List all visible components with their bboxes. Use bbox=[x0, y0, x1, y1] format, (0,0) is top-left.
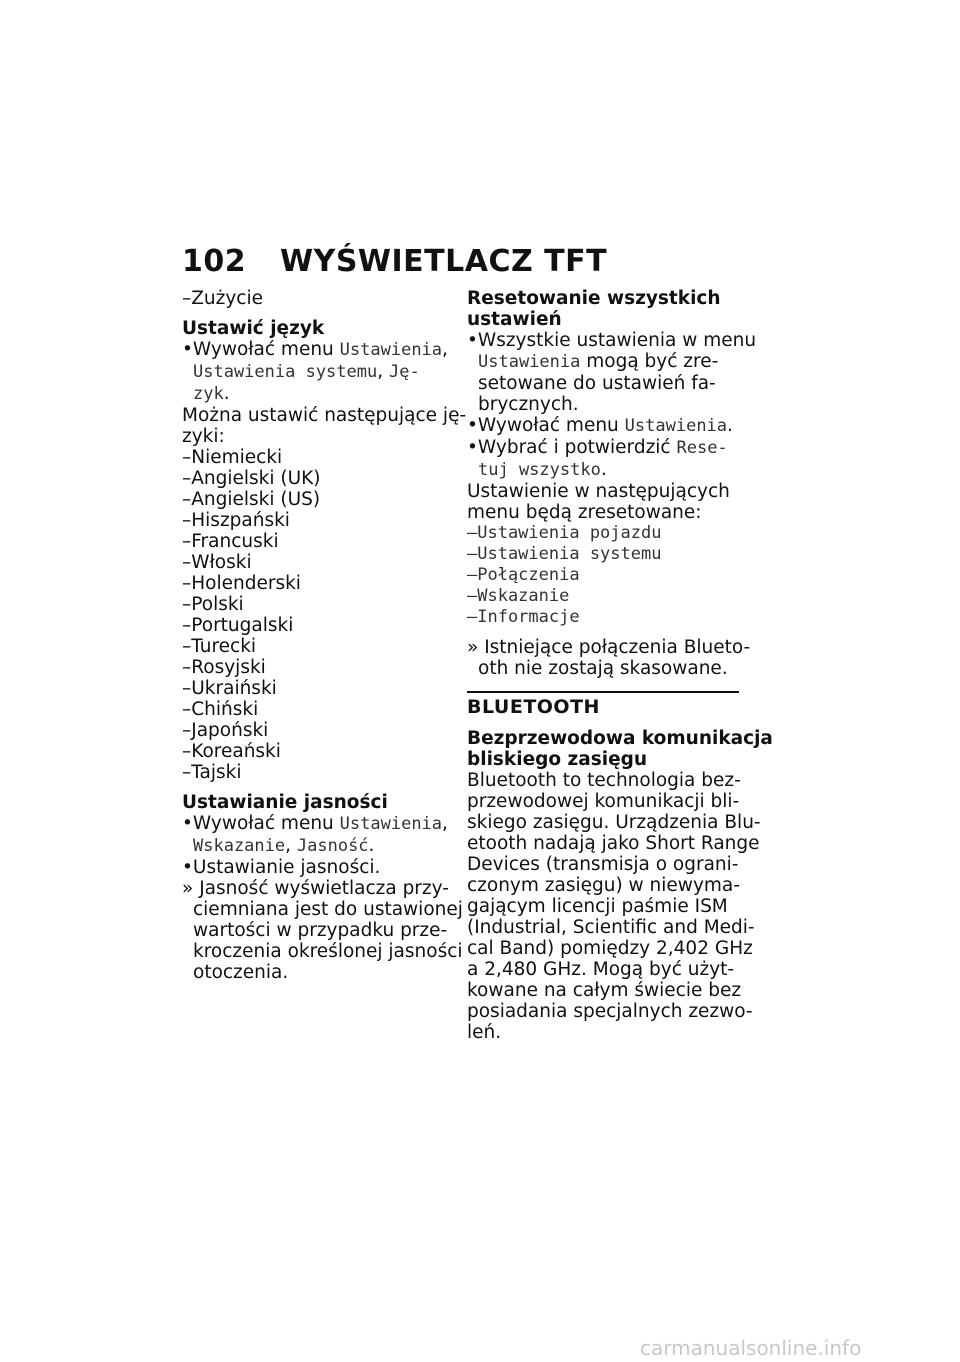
reset-step1-line4: brycznych. bbox=[478, 394, 579, 415]
reset-heading: Resetowanie wszystkich ustawień bbox=[467, 288, 721, 330]
lang-intro-line1: Można ustawić następujące ję- bbox=[182, 405, 467, 426]
brightness-step-line1: •Wywołać menu Ustawienia, bbox=[182, 813, 448, 834]
language-item: –Rosyjski bbox=[182, 657, 266, 678]
consumption-item: –Zużycie bbox=[182, 288, 264, 309]
brightness-step-line2: Wskazanie, Jasność. bbox=[193, 835, 375, 856]
reset-menu-item: –Połączenia bbox=[467, 565, 580, 585]
bluetooth-body-line: a 2,480 GHz. Mogą być użyt- bbox=[467, 959, 735, 980]
bluetooth-body-line: (Industrial, Scientific and Medi- bbox=[467, 917, 755, 938]
reset-step1-line3: setowane do ustawień fa- bbox=[478, 373, 716, 394]
brightness-result-line: otoczenia. bbox=[193, 962, 289, 983]
language-item: –Japoński bbox=[182, 720, 269, 741]
reset-step1-line1: •Wszystkie ustawienia w menu bbox=[467, 330, 757, 351]
language-item: –Turecki bbox=[182, 636, 257, 657]
lang-intro-line2: zyki: bbox=[182, 426, 225, 447]
reset-step2: •Wywołać menu Ustawienia. bbox=[467, 415, 733, 436]
bluetooth-body-line: posiadania specjalnych zezwo- bbox=[467, 1001, 753, 1022]
reset-menu-item: –Ustawienia pojazdu bbox=[467, 523, 662, 543]
lang-step-line3: zyk. bbox=[193, 383, 230, 404]
watermark: carmanualsonline.info bbox=[640, 1336, 862, 1360]
bluetooth-body-line: kowane na całym świecie bez bbox=[467, 980, 742, 1001]
language-item: –Hiszpański bbox=[182, 510, 290, 531]
reset-step1-line2: Ustawienia mogą być zre- bbox=[478, 351, 719, 372]
language-item: –Niemiecki bbox=[182, 447, 283, 468]
language-item: –Angielski (UK) bbox=[182, 468, 321, 489]
language-item: –Polski bbox=[182, 594, 244, 615]
language-item: –Tajski bbox=[182, 762, 242, 783]
brightness-result-line: ciemniana jest do ustawionej bbox=[193, 899, 463, 920]
set-language-heading: Ustawić język bbox=[182, 318, 325, 339]
language-item: –Holenderski bbox=[182, 573, 301, 594]
bluetooth-body-line: Devices (transmisja o ograni- bbox=[467, 854, 739, 875]
brightness-result-line: kroczenia określonej jasności bbox=[193, 941, 463, 962]
right-column bbox=[467, 288, 773, 1043]
lang-step-line1: •Wywołać menu Ustawienia, bbox=[182, 339, 448, 360]
language-item: –Francuski bbox=[182, 531, 279, 552]
language-item: –Włoski bbox=[182, 552, 252, 573]
bluetooth-body-line: etooth nadają jako Short Range bbox=[467, 833, 760, 854]
page-number: 102 bbox=[182, 244, 247, 279]
language-item: –Chiński bbox=[182, 699, 259, 720]
page-header bbox=[182, 244, 607, 279]
reset-note-line2: menu będą zresetowane: bbox=[467, 502, 702, 523]
brightness-result-line: » Jasność wyświetlacza przy- bbox=[182, 878, 449, 899]
bluetooth-body-line: gającym licencji paśmie ISM bbox=[467, 896, 728, 917]
chapter-title: WYŚWIETLACZ TFT bbox=[280, 244, 608, 279]
section-divider bbox=[467, 691, 739, 693]
bluetooth-subheading: Bezprzewodowa komunikacja bliskiego zasięgu bbox=[467, 728, 773, 770]
bluetooth-body-line: skiego zasięgu. Urządzenia Blu- bbox=[467, 812, 761, 833]
bluetooth-body-line: cal Band) pomiędzy 2,402 GHz bbox=[467, 938, 753, 959]
reset-step3-line1: •Wybrać i potwierdzić Rese- bbox=[467, 437, 728, 458]
reset-result-line2: oth nie zostają skasowane. bbox=[478, 658, 728, 679]
language-item: –Portugalski bbox=[182, 615, 294, 636]
bluetooth-body-line: przewodowej komunikacji bli- bbox=[467, 791, 740, 812]
bluetooth-body-line: Bluetooth to technologia bez- bbox=[467, 770, 741, 791]
lang-step-line2: Ustawienia systemu, Ję- bbox=[193, 361, 420, 382]
brightness-result-line: wartości w przypadku prze- bbox=[193, 920, 448, 941]
reset-result-line1: » Istniejące połączenia Blueto- bbox=[467, 637, 751, 658]
language-item: –Angielski (US) bbox=[182, 489, 321, 510]
left-column bbox=[182, 288, 467, 983]
reset-menu-item: –Informacje bbox=[467, 607, 580, 627]
reset-step3-line2: tuj wszystko. bbox=[478, 459, 607, 480]
brightness-step2: •Ustawianie jasności. bbox=[182, 857, 381, 878]
reset-note-line1: Ustawienie w następujących bbox=[467, 481, 730, 502]
language-item: –Koreański bbox=[182, 741, 281, 762]
brightness-heading: Ustawianie jasności bbox=[182, 792, 388, 813]
bluetooth-heading: BLUETOOTH bbox=[467, 696, 600, 718]
reset-menu-item: –Wskazanie bbox=[467, 586, 570, 606]
bluetooth-body-line: czonym zasięgu) w niewyma- bbox=[467, 875, 740, 896]
reset-menu-item: –Ustawienia systemu bbox=[467, 544, 662, 564]
language-item: –Ukraiński bbox=[182, 678, 277, 699]
bluetooth-body-line: leń. bbox=[467, 1022, 502, 1043]
